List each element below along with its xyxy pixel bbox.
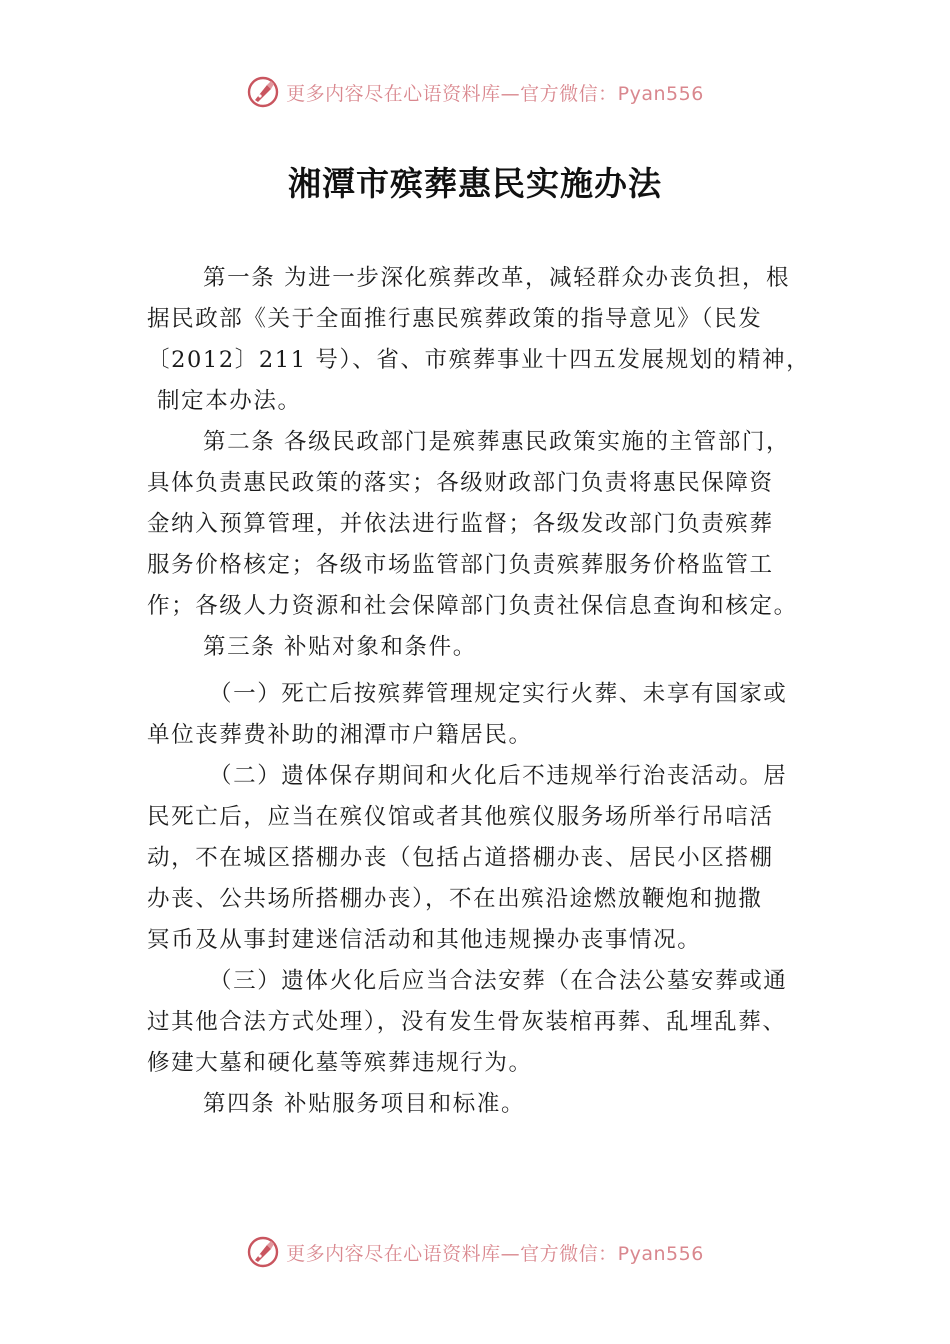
text-line: （一）死亡后按殡葬管理规定实行火葬、未享有国家或 bbox=[209, 681, 788, 707]
text-line: 〔2012〕211 号）、省、市殡葬事业十四五发展规划的精神， bbox=[147, 347, 811, 373]
text-line: 单位丧葬费补助的湘潭市户籍居民。 bbox=[147, 722, 533, 748]
text-line: 作；各级人力资源和社会保障部门负责社保信息查询和核定。 bbox=[147, 593, 798, 619]
text-line: 第四条 补贴服务项目和标准。 bbox=[203, 1091, 526, 1117]
text-line: 第一条 为进一步深化殡葬改革，减轻群众办丧负担，根 bbox=[203, 265, 791, 291]
watermark-text: 更多内容尽在心语资料库—官方微信：Pyan556 bbox=[286, 82, 704, 105]
text-line: （三）遗体火化后应当合法安葬（在合法公墓安葬或通 bbox=[209, 968, 788, 994]
document-body bbox=[147, 258, 827, 1125]
text-line: 据民政部《关于全面推行惠民殡葬政策的指导意见》（民发 bbox=[147, 306, 763, 332]
text-line: 第二条 各级民政部门是殡葬惠民政策实施的主管部门， bbox=[203, 429, 791, 455]
footer-watermark bbox=[0, 1232, 950, 1272]
pen-nib-logo-icon bbox=[246, 75, 280, 109]
text-line: 第三条 补贴对象和条件。 bbox=[203, 634, 477, 660]
header-watermark bbox=[0, 72, 950, 112]
text-line: 过其他合法方式处理），没有发生骨灰装棺再葬、乱埋乱葬、 bbox=[147, 1009, 787, 1035]
text-line: 修建大墓和硬化墓等殡葬违规行为。 bbox=[147, 1050, 533, 1076]
text-line: 办丧、公共场所搭棚办丧），不在出殡沿途燃放鞭炮和抛撒 bbox=[147, 886, 763, 912]
text-line: 具体负责惠民政策的落实；各级财政部门负责将惠民保障资 bbox=[147, 470, 774, 496]
text-line: （二）遗体保存期间和火化后不违规举行治丧活动。居 bbox=[209, 763, 788, 789]
text-line: 民死亡后，应当在殡仪馆或者其他殡仪服务场所举行吊唁活 bbox=[147, 804, 774, 830]
text-line: 服务价格核定；各级市场监管部门负责殡葬服务价格监管工 bbox=[147, 552, 774, 578]
watermark-text: 更多内容尽在心语资料库—官方微信：Pyan556 bbox=[286, 1242, 704, 1265]
pen-nib-logo-icon bbox=[246, 1235, 280, 1269]
text-line: 冥币及从事封建迷信活动和其他违规操办丧事情况。 bbox=[147, 927, 702, 953]
text-line: 制定本办法。 bbox=[157, 388, 302, 414]
document-title: 湘潭市殡葬惠民实施办法 bbox=[288, 164, 662, 203]
text-line: 动，不在城区搭棚办丧（包括占道搭棚办丧、居民小区搭棚 bbox=[147, 845, 774, 871]
text-line: 金纳入预算管理，并依法进行监督；各级发改部门负责殡葬 bbox=[147, 511, 774, 537]
